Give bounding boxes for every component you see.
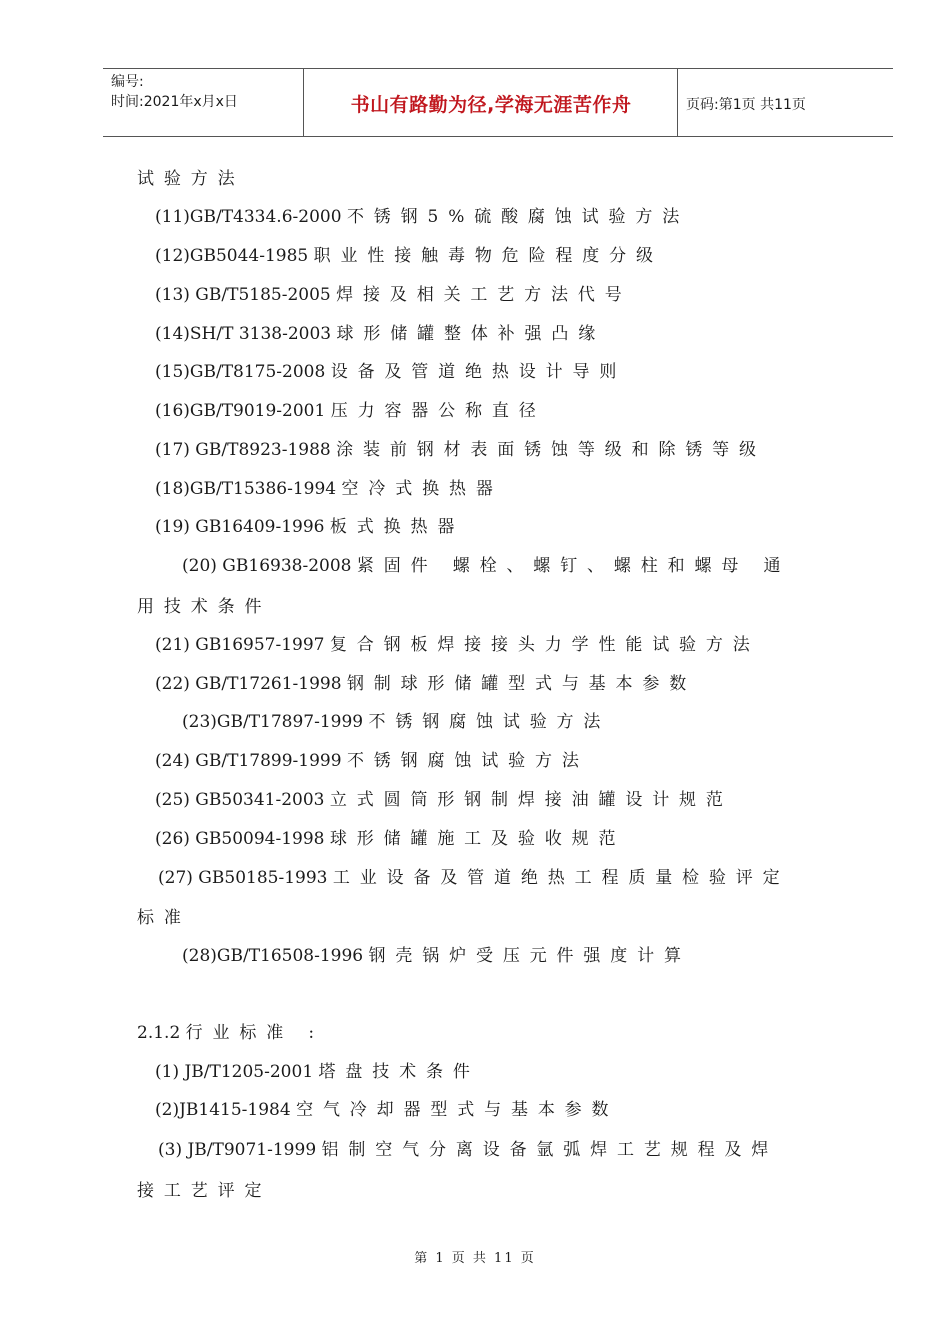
standard-item: (23)GB/T17897-1999 不锈钢腐蚀试验方法: [182, 712, 611, 732]
page-footer: 第 1 页 共 11 页: [414, 1251, 536, 1266]
text-line: 用技术条件: [137, 597, 272, 617]
header-bottom-rule: [103, 136, 893, 137]
header-meta: [111, 72, 238, 112]
standard-item: (17) GB/T8923-1988 涂装前钢材表面锈蚀等级和除锈等级: [155, 440, 766, 460]
standard-item: (3) JB/T9071-1999 铝制空气分离设备氩弧焊工艺规程及焊: [158, 1140, 779, 1160]
text-line: 接工艺评定: [137, 1181, 272, 1201]
header-page-code: 页码:第1页 共11页: [686, 97, 806, 113]
standard-item: (24) GB/T17899-1999 不锈钢腐蚀试验方法: [155, 751, 589, 771]
standard-item: (1) JB/T1205-2001 塔盘技术条件: [155, 1062, 480, 1082]
standard-item: (27) GB50185-1993 工业设备及管道绝热工程质量检验评定: [158, 868, 790, 888]
standard-item: (28)GB/T16508-1996 钢壳锅炉受压元件强度计算: [182, 946, 691, 966]
header-divider-left: [303, 69, 304, 136]
text-line: 试验方法: [137, 169, 245, 189]
section-heading: 2.1.2 行业标准 :: [137, 1023, 324, 1043]
standard-item: (25) GB50341-2003 立式圆筒形钢制焊接油罐设计规范: [155, 790, 733, 810]
header-motto: 书山有路勤为径,学海无涯苦作舟: [350, 94, 632, 116]
document-time-label: 时间:2021年x月x日: [111, 94, 238, 110]
standard-item: (15)GB/T8175-2008 设备及管道绝热设计导则: [155, 362, 627, 382]
standard-item: (22) GB/T17261-1998 钢制球形储罐型式与基本参数: [155, 674, 697, 694]
standard-item: (11)GB/T4334.6-2000 不锈钢5%硫酸腐蚀试验方法: [155, 207, 690, 227]
standard-item: (16)GB/T9019-2001 压力容器公称直径: [155, 401, 546, 421]
standard-item: (26) GB50094-1998 球形储罐施工及验收规范: [155, 829, 626, 849]
standard-item: (21) GB16957-1997 复合钢板焊接接头力学性能试验方法: [155, 635, 760, 655]
standard-item: (14)SH/T 3138-2003 球形储罐整体补强凸缘: [155, 324, 606, 344]
text-line: 标准: [137, 908, 191, 928]
document-number-label: 编号:: [111, 74, 144, 90]
standard-item: (12)GB5044-1985 职业性接触毒物危险程度分级: [155, 246, 663, 266]
standard-item: (20) GB16938-2008 紧固件 螺栓、螺钉、螺柱和螺母 通: [182, 556, 791, 576]
standard-item: (13) GB/T5185-2005 焊接及相关工艺方法代号: [155, 285, 632, 305]
standard-item: (18)GB/T15386-1994 空冷式换热器: [155, 479, 503, 499]
header-divider-right: [677, 69, 678, 136]
standard-item: (2)JB1415-1984 空气冷却器型式与基本参数: [155, 1100, 619, 1120]
standard-item: (19) GB16409-1996 板式换热器: [155, 517, 465, 537]
header-top-rule: [103, 68, 893, 69]
